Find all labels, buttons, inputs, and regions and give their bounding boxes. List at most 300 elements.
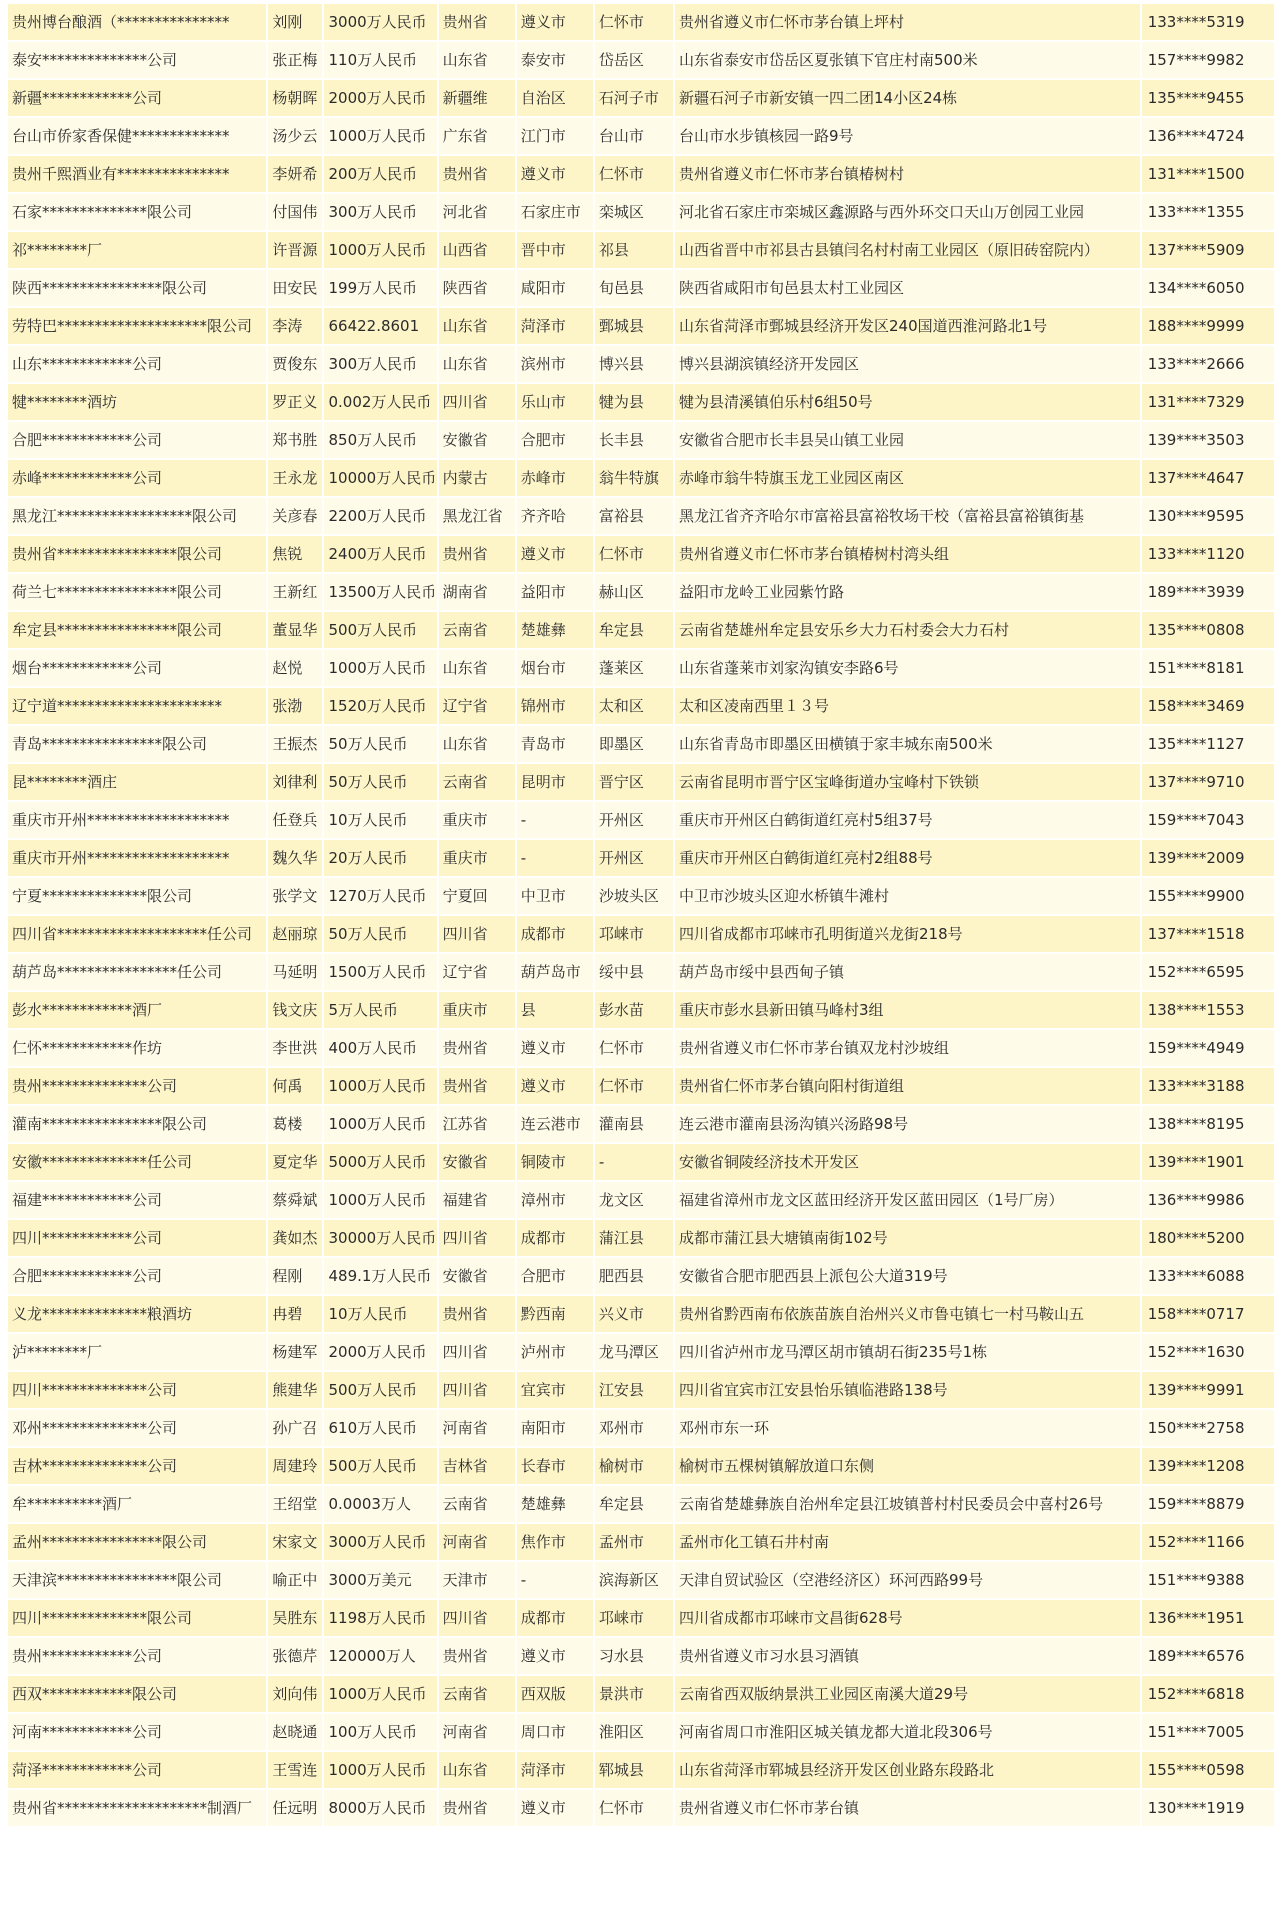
registered-capital-cell: 50万人民币 [324, 764, 436, 800]
city-cell: 遵义市 [517, 1030, 593, 1066]
province-cell: 河北省 [439, 194, 515, 230]
table-row [8, 1486, 1274, 1522]
company-name-cell: 黑龙江******************限公司 [8, 498, 266, 534]
phone-cell: 150****2758 [1142, 1410, 1274, 1446]
phone-cell: 159****7043 [1142, 802, 1274, 838]
address-cell: 山东省蓬莱市刘家沟镇安李路6号 [675, 650, 1140, 686]
company-name-cell: 河南************公司 [8, 1714, 266, 1750]
city-cell: 成都市 [517, 916, 593, 952]
company-name-cell: 贵州**************公司 [8, 1068, 266, 1104]
address-cell: 云南省楚雄彝族自治州牟定县江坡镇普村村民委员会中喜村26号 [675, 1486, 1140, 1522]
address-cell: 贵州省黔西南布依族苗族自治州兴义市鲁屯镇七一村马鞍山五 [675, 1296, 1140, 1332]
city-cell: 江门市 [517, 118, 593, 154]
city-cell: 泸州市 [517, 1334, 593, 1370]
legal-rep-cell: 田安民 [268, 270, 322, 306]
legal-rep-cell: 宋家文 [268, 1524, 322, 1560]
legal-rep-cell: 刘刚 [268, 4, 322, 40]
province-cell: 云南省 [439, 612, 515, 648]
address-cell: 贵州省遵义市习水县习酒镇 [675, 1638, 1140, 1674]
registered-capital-cell: 3000万美元 [324, 1562, 436, 1598]
registered-capital-cell: 610万人民币 [324, 1410, 436, 1446]
phone-cell: 155****0598 [1142, 1752, 1274, 1788]
registered-capital-cell: 1000万人民币 [324, 650, 436, 686]
province-cell: 云南省 [439, 1676, 515, 1712]
phone-cell: 138****1553 [1142, 992, 1274, 1028]
table-row [8, 840, 1274, 876]
legal-rep-cell: 钱文庆 [268, 992, 322, 1028]
phone-cell: 152****1630 [1142, 1334, 1274, 1370]
phone-cell: 152****1166 [1142, 1524, 1274, 1560]
legal-rep-cell: 王新红 [268, 574, 322, 610]
city-cell: 赤峰市 [517, 460, 593, 496]
registered-capital-cell: 500万人民币 [324, 612, 436, 648]
phone-cell: 189****6576 [1142, 1638, 1274, 1674]
company-name-cell: 昆********酒庄 [8, 764, 266, 800]
province-cell: 四川省 [439, 916, 515, 952]
city-cell: 益阳市 [517, 574, 593, 610]
registered-capital-cell: 1000万人民币 [324, 1752, 436, 1788]
registered-capital-cell: 1500万人民币 [324, 954, 436, 990]
phone-cell: 134****6050 [1142, 270, 1274, 306]
address-cell: 四川省成都市邛崃市文昌街628号 [675, 1600, 1140, 1636]
company-name-cell: 宁夏**************限公司 [8, 878, 266, 914]
phone-cell: 136****1951 [1142, 1600, 1274, 1636]
address-cell: 云南省昆明市晋宁区宝峰街道办宝峰村下铁锁 [675, 764, 1140, 800]
phone-cell: 188****9999 [1142, 308, 1274, 344]
address-cell: 黑龙江省齐齐哈尔市富裕县富裕牧场干校（富裕县富裕镇街基 [675, 498, 1140, 534]
legal-rep-cell: 汤少云 [268, 118, 322, 154]
district-cell: 龙文区 [595, 1182, 673, 1218]
table-row [8, 1562, 1274, 1598]
company-name-cell: 四川**************公司 [8, 1372, 266, 1408]
registered-capital-cell: 50万人民币 [324, 916, 436, 952]
district-cell: 鄄城县 [595, 308, 673, 344]
district-cell: - [595, 1144, 673, 1180]
phone-cell: 135****9455 [1142, 80, 1274, 116]
table-row [8, 1448, 1274, 1484]
city-cell: 遵义市 [517, 1068, 593, 1104]
province-cell: 贵州省 [439, 1030, 515, 1066]
address-cell: 益阳市龙岭工业园紫竹路 [675, 574, 1140, 610]
registered-capital-cell: 1000万人民币 [324, 1676, 436, 1712]
province-cell: 福建省 [439, 1182, 515, 1218]
address-cell: 山东省菏泽市鄄城县经济开发区240国道西淮河路北1号 [675, 308, 1140, 344]
registered-capital-cell: 1000万人民币 [324, 1068, 436, 1104]
district-cell: 肥西县 [595, 1258, 673, 1294]
province-cell: 山东省 [439, 726, 515, 762]
legal-rep-cell: 张德芹 [268, 1638, 322, 1674]
legal-rep-cell: 任远明 [268, 1790, 322, 1826]
company-name-cell: 贵州省****************限公司 [8, 536, 266, 572]
registered-capital-cell: 30000万人民币 [324, 1220, 436, 1256]
legal-rep-cell: 赵丽琼 [268, 916, 322, 952]
registered-capital-cell: 2000万人民币 [324, 80, 436, 116]
table-row [8, 1144, 1274, 1180]
province-cell: 山东省 [439, 308, 515, 344]
address-cell: 贵州省遵义市仁怀市茅台镇椿树村湾头组 [675, 536, 1140, 572]
registered-capital-cell: 850万人民币 [324, 422, 436, 458]
city-cell: 焦作市 [517, 1524, 593, 1560]
district-cell: 开州区 [595, 840, 673, 876]
company-name-cell: 烟台************公司 [8, 650, 266, 686]
registered-capital-cell: 10万人民币 [324, 1296, 436, 1332]
phone-cell: 130****9595 [1142, 498, 1274, 534]
city-cell: 遵义市 [517, 156, 593, 192]
phone-cell: 135****0808 [1142, 612, 1274, 648]
city-cell: - [517, 1562, 593, 1598]
phone-cell: 155****9900 [1142, 878, 1274, 914]
phone-cell: 137****1518 [1142, 916, 1274, 952]
city-cell: 中卫市 [517, 878, 593, 914]
province-cell: 贵州省 [439, 1638, 515, 1674]
district-cell: 台山市 [595, 118, 673, 154]
city-cell: 昆明市 [517, 764, 593, 800]
legal-rep-cell: 董显华 [268, 612, 322, 648]
table-row [8, 4, 1274, 40]
phone-cell: 131****7329 [1142, 384, 1274, 420]
phone-cell: 159****8879 [1142, 1486, 1274, 1522]
legal-rep-cell: 喻正中 [268, 1562, 322, 1598]
city-cell: 石家庄市 [517, 194, 593, 230]
company-table [6, 2, 1276, 1828]
table-row [8, 916, 1274, 952]
province-cell: 山西省 [439, 232, 515, 268]
table-row [8, 498, 1274, 534]
company-name-cell: 菏泽************公司 [8, 1752, 266, 1788]
company-name-cell: 牟定县****************限公司 [8, 612, 266, 648]
table-row [8, 1334, 1274, 1370]
address-cell: 安徽省铜陵经济技术开发区 [675, 1144, 1140, 1180]
table-row [8, 764, 1274, 800]
table-row [8, 1372, 1274, 1408]
province-cell: 四川省 [439, 1600, 515, 1636]
address-cell: 福建省漳州市龙文区蓝田经济开发区蓝田园区（1号厂房） [675, 1182, 1140, 1218]
company-name-cell: 义龙**************粮酒坊 [8, 1296, 266, 1332]
district-cell: 龙马潭区 [595, 1334, 673, 1370]
city-cell: 合肥市 [517, 1258, 593, 1294]
table-row [8, 650, 1274, 686]
table-row [8, 1106, 1274, 1142]
address-cell: 重庆市开州区白鹤街道红亮村2组88号 [675, 840, 1140, 876]
address-cell: 山东省泰安市岱岳区夏张镇下官庄村南500米 [675, 42, 1140, 78]
company-name-cell: 重庆市开州******************* [8, 840, 266, 876]
city-cell: 齐齐哈 [517, 498, 593, 534]
company-name-cell: 贵州博台酿酒（*************** [8, 4, 266, 40]
legal-rep-cell: 王振杰 [268, 726, 322, 762]
city-cell: 宜宾市 [517, 1372, 593, 1408]
district-cell: 晋宁区 [595, 764, 673, 800]
province-cell: 辽宁省 [439, 954, 515, 990]
company-name-cell: 祁********厂 [8, 232, 266, 268]
company-name-cell: 贵州千熙酒业有*************** [8, 156, 266, 192]
legal-rep-cell: 王绍堂 [268, 1486, 322, 1522]
registered-capital-cell: 2400万人民币 [324, 536, 436, 572]
phone-cell: 158****3469 [1142, 688, 1274, 724]
table-row [8, 270, 1274, 306]
company-name-cell: 赤峰************公司 [8, 460, 266, 496]
phone-cell: 152****6818 [1142, 1676, 1274, 1712]
address-cell: 重庆市彭水县新田镇马峰村3组 [675, 992, 1140, 1028]
district-cell: 仁怀市 [595, 1030, 673, 1066]
registered-capital-cell: 489.1万人民币 [324, 1258, 436, 1294]
company-name-cell: 福建************公司 [8, 1182, 266, 1218]
province-cell: 黑龙江省 [439, 498, 515, 534]
legal-rep-cell: 周建玲 [268, 1448, 322, 1484]
legal-rep-cell: 吴胜东 [268, 1600, 322, 1636]
company-name-cell: 劳特巴********************限公司 [8, 308, 266, 344]
phone-cell: 137****9710 [1142, 764, 1274, 800]
company-name-cell: 泰安**************公司 [8, 42, 266, 78]
district-cell: 旬邑县 [595, 270, 673, 306]
address-cell: 成都市蒲江县大塘镇南街102号 [675, 1220, 1140, 1256]
registered-capital-cell: 50万人民币 [324, 726, 436, 762]
table-row [8, 1220, 1274, 1256]
address-cell: 贵州省遵义市仁怀市茅台镇上坪村 [675, 4, 1140, 40]
district-cell: 邛崃市 [595, 1600, 673, 1636]
table-row [8, 1182, 1274, 1218]
city-cell: 滨州市 [517, 346, 593, 382]
table-row [8, 574, 1274, 610]
address-cell: 犍为县清溪镇伯乐村6组50号 [675, 384, 1140, 420]
legal-rep-cell: 刘律利 [268, 764, 322, 800]
legal-rep-cell: 王永龙 [268, 460, 322, 496]
city-cell: 长春市 [517, 1448, 593, 1484]
address-cell: 山西省晋中市祁县古县镇闫名村村南工业园区（原旧砖窑院内） [675, 232, 1140, 268]
province-cell: 云南省 [439, 764, 515, 800]
legal-rep-cell: 许晋源 [268, 232, 322, 268]
province-cell: 山东省 [439, 346, 515, 382]
registered-capital-cell: 66422.8601 [324, 308, 436, 344]
address-cell: 贵州省仁怀市茅台镇向阳村街道组 [675, 1068, 1140, 1104]
legal-rep-cell: 王雪连 [268, 1752, 322, 1788]
city-cell: 合肥市 [517, 422, 593, 458]
district-cell: 栾城区 [595, 194, 673, 230]
district-cell: 开州区 [595, 802, 673, 838]
registered-capital-cell: 1198万人民币 [324, 1600, 436, 1636]
city-cell: 乐山市 [517, 384, 593, 420]
address-cell: 葫芦岛市绥中县西甸子镇 [675, 954, 1140, 990]
company-name-cell: 灌南****************限公司 [8, 1106, 266, 1142]
registered-capital-cell: 2200万人民币 [324, 498, 436, 534]
district-cell: 孟州市 [595, 1524, 673, 1560]
district-cell: 仁怀市 [595, 536, 673, 572]
province-cell: 山东省 [439, 42, 515, 78]
table-row [8, 878, 1274, 914]
phone-cell: 135****1127 [1142, 726, 1274, 762]
registered-capital-cell: 5000万人民币 [324, 1144, 436, 1180]
province-cell: 山东省 [439, 1752, 515, 1788]
company-name-cell: 陕西****************限公司 [8, 270, 266, 306]
province-cell: 河南省 [439, 1714, 515, 1750]
district-cell: 博兴县 [595, 346, 673, 382]
table-row [8, 1600, 1274, 1636]
province-cell: 宁夏回 [439, 878, 515, 914]
phone-cell: 137****5909 [1142, 232, 1274, 268]
address-cell: 赤峰市翁牛特旗玉龙工业园区南区 [675, 460, 1140, 496]
phone-cell: 139****2009 [1142, 840, 1274, 876]
city-cell: 咸阳市 [517, 270, 593, 306]
table-row [8, 384, 1274, 420]
company-table-container [6, 2, 1276, 1828]
legal-rep-cell: 程刚 [268, 1258, 322, 1294]
address-cell: 邓州市东一环 [675, 1410, 1140, 1446]
registered-capital-cell: 20万人民币 [324, 840, 436, 876]
province-cell: 重庆市 [439, 840, 515, 876]
phone-cell: 189****3939 [1142, 574, 1274, 610]
legal-rep-cell: 马延明 [268, 954, 322, 990]
province-cell: 重庆市 [439, 802, 515, 838]
table-row [8, 1258, 1274, 1294]
registered-capital-cell: 1000万人民币 [324, 1106, 436, 1142]
company-name-cell: 贵州************公司 [8, 1638, 266, 1674]
company-name-cell: 葫芦岛****************任公司 [8, 954, 266, 990]
district-cell: 即墨区 [595, 726, 673, 762]
company-name-cell: 贵州省********************制酒厂 [8, 1790, 266, 1826]
city-cell: 遵义市 [517, 4, 593, 40]
address-cell: 山东省菏泽市郓城县经济开发区创业路东段路北 [675, 1752, 1140, 1788]
address-cell: 山东省青岛市即墨区田横镇于家丰城东南500米 [675, 726, 1140, 762]
city-cell: 漳州市 [517, 1182, 593, 1218]
table-row [8, 80, 1274, 116]
company-name-cell: 四川**************限公司 [8, 1600, 266, 1636]
city-cell: 连云港市 [517, 1106, 593, 1142]
legal-rep-cell: 何禹 [268, 1068, 322, 1104]
province-cell: 贵州省 [439, 4, 515, 40]
district-cell: 兴义市 [595, 1296, 673, 1332]
phone-cell: 137****4647 [1142, 460, 1274, 496]
phone-cell: 158****0717 [1142, 1296, 1274, 1332]
district-cell: 邛崃市 [595, 916, 673, 952]
table-row [8, 1068, 1274, 1104]
legal-rep-cell: 魏久华 [268, 840, 322, 876]
legal-rep-cell: 贾俊东 [268, 346, 322, 382]
province-cell: 河南省 [439, 1410, 515, 1446]
city-cell: 锦州市 [517, 688, 593, 724]
province-cell: 贵州省 [439, 536, 515, 572]
company-name-cell: 荷兰七****************限公司 [8, 574, 266, 610]
table-row [8, 992, 1274, 1028]
district-cell: 榆树市 [595, 1448, 673, 1484]
address-cell: 连云港市灌南县汤沟镇兴汤路98号 [675, 1106, 1140, 1142]
table-row [8, 460, 1274, 496]
legal-rep-cell: 赵晓通 [268, 1714, 322, 1750]
city-cell: 自治区 [517, 80, 593, 116]
city-cell: 遵义市 [517, 1638, 593, 1674]
phone-cell: 157****9982 [1142, 42, 1274, 78]
table-row [8, 1638, 1274, 1674]
company-name-cell: 辽宁道********************** [8, 688, 266, 724]
company-name-cell: 山东************公司 [8, 346, 266, 382]
province-cell: 新疆维 [439, 80, 515, 116]
province-cell: 贵州省 [439, 1790, 515, 1826]
city-cell: 晋中市 [517, 232, 593, 268]
district-cell: 彭水苗 [595, 992, 673, 1028]
table-row [8, 954, 1274, 990]
registered-capital-cell: 110万人民币 [324, 42, 436, 78]
legal-rep-cell: 杨建军 [268, 1334, 322, 1370]
city-cell: - [517, 840, 593, 876]
province-cell: 吉林省 [439, 1448, 515, 1484]
phone-cell: 151****9388 [1142, 1562, 1274, 1598]
registered-capital-cell: 10000万人民币 [324, 460, 436, 496]
district-cell: 灌南县 [595, 1106, 673, 1142]
district-cell: 滨海新区 [595, 1562, 673, 1598]
province-cell: 广东省 [439, 118, 515, 154]
address-cell: 贵州省遵义市仁怀市茅台镇椿树村 [675, 156, 1140, 192]
table-row [8, 1410, 1274, 1446]
province-cell: 天津市 [439, 1562, 515, 1598]
legal-rep-cell: 龚如杰 [268, 1220, 322, 1256]
city-cell: - [517, 802, 593, 838]
registered-capital-cell: 1000万人民币 [324, 1182, 436, 1218]
province-cell: 山东省 [439, 650, 515, 686]
phone-cell: 180****5200 [1142, 1220, 1274, 1256]
province-cell: 江苏省 [439, 1106, 515, 1142]
city-cell: 成都市 [517, 1220, 593, 1256]
district-cell: 仁怀市 [595, 156, 673, 192]
city-cell: 遵义市 [517, 536, 593, 572]
legal-rep-cell: 孙广召 [268, 1410, 322, 1446]
province-cell: 四川省 [439, 1220, 515, 1256]
phone-cell: 130****1919 [1142, 1790, 1274, 1826]
address-cell: 天津自贸试验区（空港经济区）环河西路99号 [675, 1562, 1140, 1598]
district-cell: 长丰县 [595, 422, 673, 458]
phone-cell: 133****1355 [1142, 194, 1274, 230]
legal-rep-cell: 赵悦 [268, 650, 322, 686]
phone-cell: 151****8181 [1142, 650, 1274, 686]
company-name-cell: 台山市侨家香保健************* [8, 118, 266, 154]
company-name-cell: 彭水************酒厂 [8, 992, 266, 1028]
province-cell: 贵州省 [439, 1068, 515, 1104]
registered-capital-cell: 2000万人民币 [324, 1334, 436, 1370]
registered-capital-cell: 0.002万人民币 [324, 384, 436, 420]
table-row [8, 1676, 1274, 1712]
province-cell: 贵州省 [439, 1296, 515, 1332]
address-cell: 四川省宜宾市江安县怡乐镇临港路138号 [675, 1372, 1140, 1408]
company-name-cell: 重庆市开州******************* [8, 802, 266, 838]
district-cell: 绥中县 [595, 954, 673, 990]
registered-capital-cell: 1270万人民币 [324, 878, 436, 914]
district-cell: 景洪市 [595, 1676, 673, 1712]
address-cell: 博兴县湖滨镇经济开发园区 [675, 346, 1140, 382]
company-name-cell: 新疆************公司 [8, 80, 266, 116]
address-cell: 陕西省咸阳市旬邑县太村工业园区 [675, 270, 1140, 306]
address-cell: 孟州市化工镇石井村南 [675, 1524, 1140, 1560]
city-cell: 县 [517, 992, 593, 1028]
phone-cell: 139****1208 [1142, 1448, 1274, 1484]
registered-capital-cell: 8000万人民币 [324, 1790, 436, 1826]
registered-capital-cell: 13500万人民币 [324, 574, 436, 610]
district-cell: 犍为县 [595, 384, 673, 420]
company-name-cell: 四川省********************任公司 [8, 916, 266, 952]
registered-capital-cell: 100万人民币 [324, 1714, 436, 1750]
legal-rep-cell: 冉碧 [268, 1296, 322, 1332]
phone-cell: 133****3188 [1142, 1068, 1274, 1104]
district-cell: 习水县 [595, 1638, 673, 1674]
company-name-cell: 合肥************公司 [8, 422, 266, 458]
address-cell: 贵州省遵义市仁怀市茅台镇双龙村沙坡组 [675, 1030, 1140, 1066]
city-cell: 菏泽市 [517, 308, 593, 344]
district-cell: 赫山区 [595, 574, 673, 610]
phone-cell: 138****8195 [1142, 1106, 1274, 1142]
address-cell: 云南省楚雄州牟定县安乐乡大力石村委会大力石村 [675, 612, 1140, 648]
address-cell: 中卫市沙坡头区迎水桥镇牛滩村 [675, 878, 1140, 914]
district-cell: 仁怀市 [595, 1790, 673, 1826]
city-cell: 泰安市 [517, 42, 593, 78]
company-name-cell: 青岛****************限公司 [8, 726, 266, 762]
company-name-cell: 仁怀************作坊 [8, 1030, 266, 1066]
company-name-cell: 犍********酒坊 [8, 384, 266, 420]
